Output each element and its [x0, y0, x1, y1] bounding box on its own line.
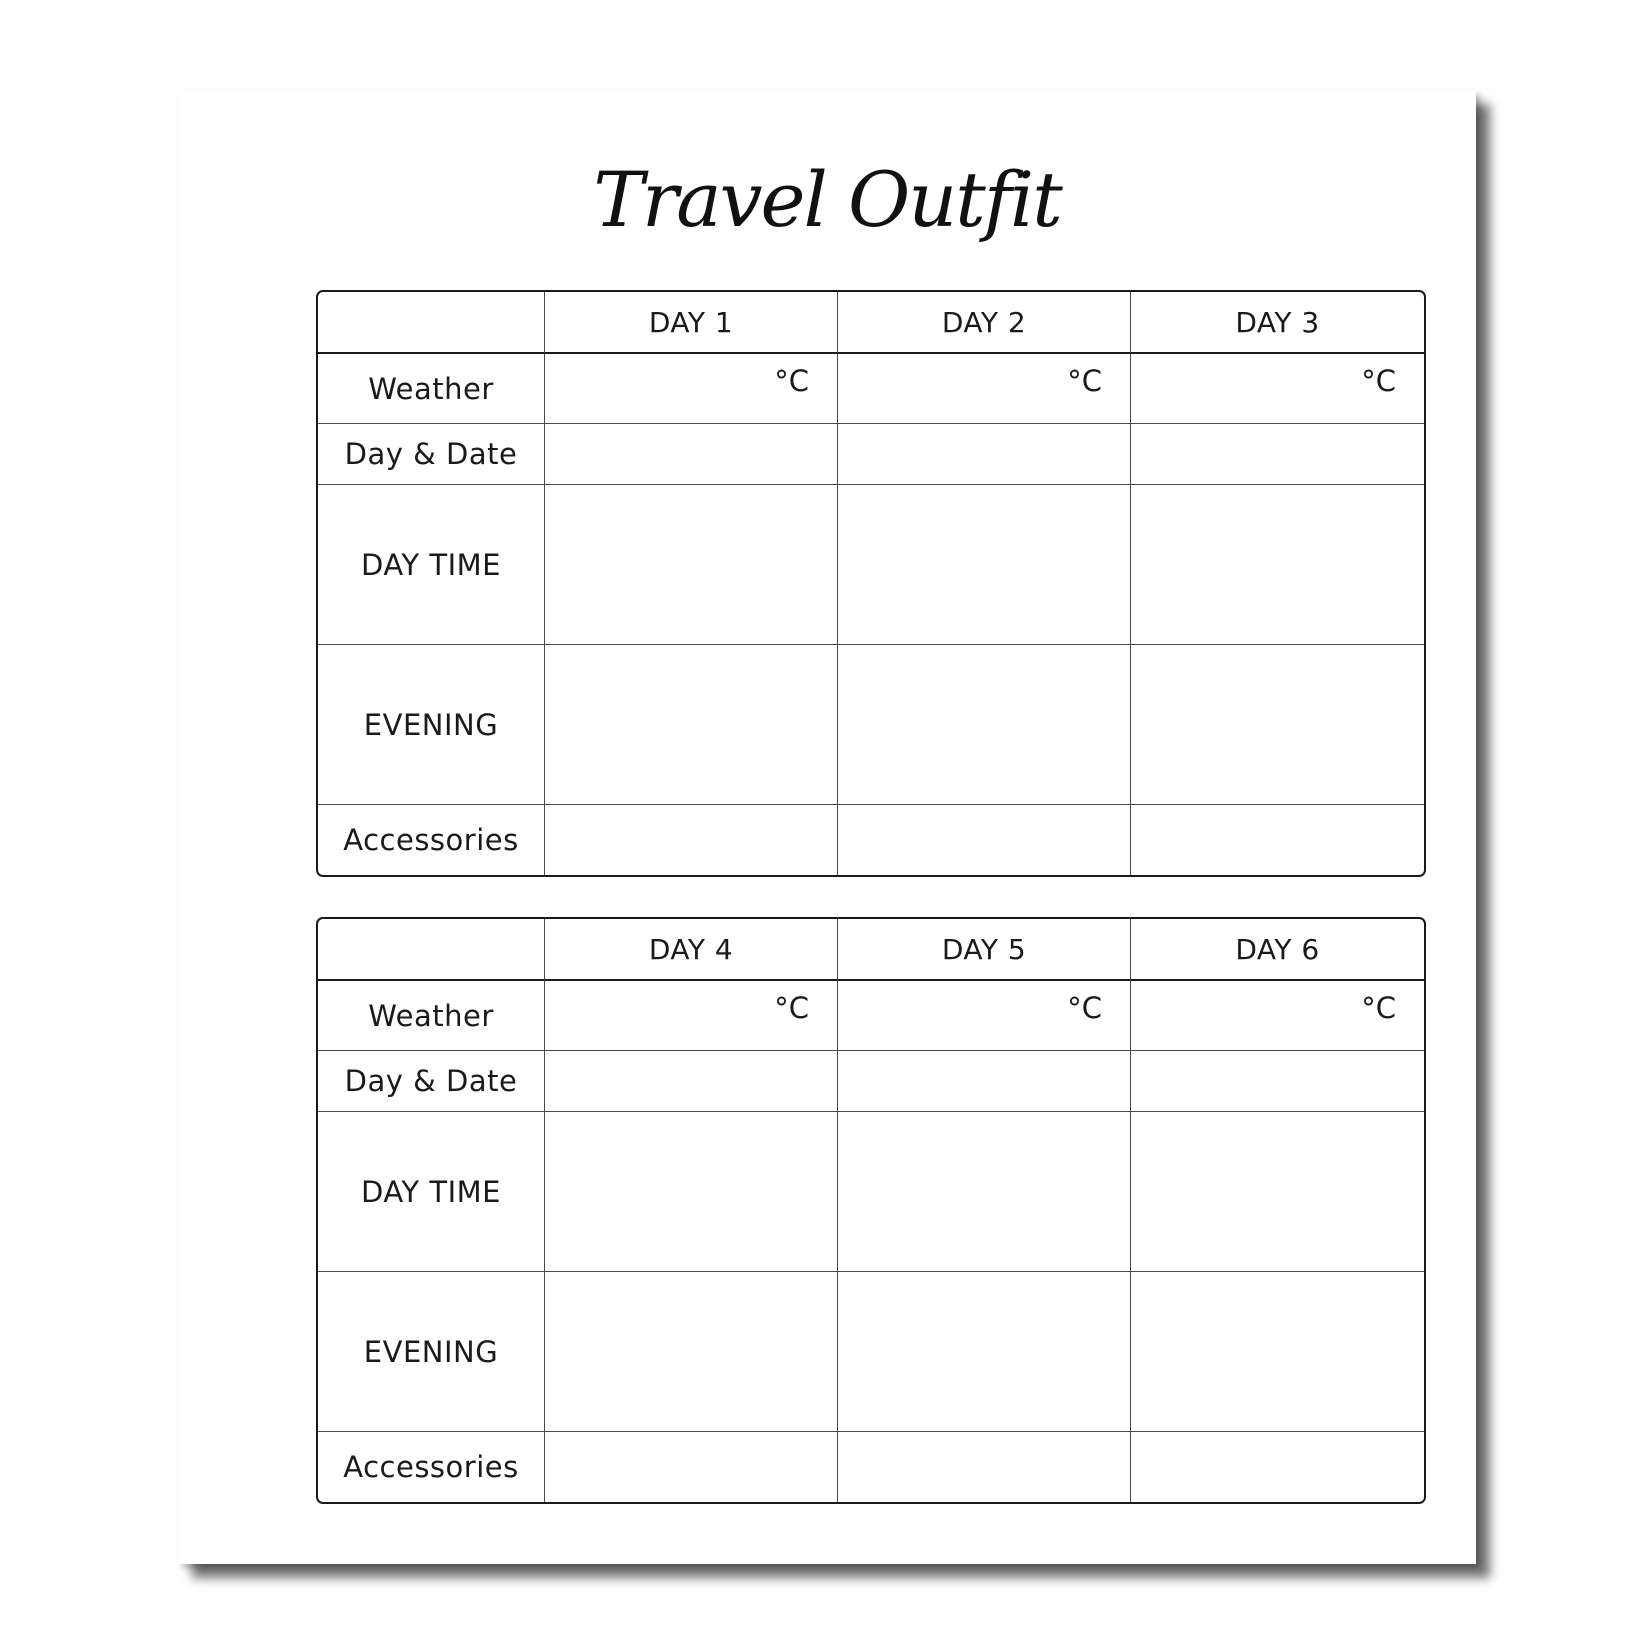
header-corner-cell	[318, 919, 545, 981]
date-cell[interactable]	[545, 424, 838, 485]
date-row	[318, 1051, 1424, 1112]
accessories-label: Accessories	[318, 805, 545, 875]
evening-cell[interactable]	[1131, 645, 1424, 805]
weather-label: Weather	[318, 354, 545, 424]
day-header: DAY 5	[838, 919, 1131, 981]
day-time-cell[interactable]	[545, 485, 838, 645]
date-cell[interactable]	[1131, 424, 1424, 485]
evening-cell[interactable]	[545, 645, 838, 805]
date-cell[interactable]	[838, 424, 1131, 485]
weather-cell[interactable]: °C	[545, 981, 838, 1051]
accessories-cell[interactable]	[838, 1432, 1131, 1502]
day-header: DAY 2	[838, 292, 1131, 354]
table-header-row	[318, 292, 1424, 354]
date-cell[interactable]	[1131, 1051, 1424, 1112]
day-time-row	[318, 1112, 1424, 1272]
weather-cell[interactable]: °C	[838, 354, 1131, 424]
day-time-cell[interactable]	[838, 1112, 1131, 1272]
accessories-cell[interactable]	[1131, 805, 1424, 875]
weather-cell[interactable]: °C	[545, 354, 838, 424]
evening-row	[318, 1272, 1424, 1432]
date-label: Day & Date	[318, 1051, 545, 1112]
weather-cell[interactable]: °C	[1131, 981, 1424, 1051]
page-title: Travel Outfit	[593, 155, 1061, 244]
header-corner-cell	[318, 292, 545, 354]
day-header: DAY 4	[545, 919, 838, 981]
evening-row	[318, 645, 1424, 805]
date-label: Day & Date	[318, 424, 545, 485]
day-time-cell[interactable]	[1131, 1112, 1424, 1272]
evening-cell[interactable]	[545, 1272, 838, 1432]
day-time-cell[interactable]	[838, 485, 1131, 645]
date-row	[318, 424, 1424, 485]
day-header: DAY 6	[1131, 919, 1424, 981]
day-time-label: DAY TIME	[318, 1112, 545, 1272]
date-cell[interactable]	[545, 1051, 838, 1112]
day-time-cell[interactable]	[545, 1112, 838, 1272]
accessories-cell[interactable]	[545, 1432, 838, 1502]
planner-page	[178, 90, 1476, 1564]
weather-cell[interactable]: °C	[1131, 354, 1424, 424]
evening-cell[interactable]	[1131, 1272, 1424, 1432]
outfit-table-days-4-6	[316, 917, 1426, 1504]
evening-cell[interactable]	[838, 1272, 1131, 1432]
day-time-cell[interactable]	[1131, 485, 1424, 645]
day-time-label: DAY TIME	[318, 485, 545, 645]
date-cell[interactable]	[838, 1051, 1131, 1112]
evening-cell[interactable]	[838, 645, 1131, 805]
evening-label: EVENING	[318, 1272, 545, 1432]
accessories-row	[318, 1432, 1424, 1502]
day-header: DAY 3	[1131, 292, 1424, 354]
weather-cell[interactable]: °C	[838, 981, 1131, 1051]
weather-label: Weather	[318, 981, 545, 1051]
accessories-cell[interactable]	[1131, 1432, 1424, 1502]
accessories-row	[318, 805, 1424, 875]
day-header: DAY 1	[545, 292, 838, 354]
accessories-cell[interactable]	[545, 805, 838, 875]
table-header-row	[318, 919, 1424, 981]
accessories-cell[interactable]	[838, 805, 1131, 875]
outfit-table-days-1-3	[316, 290, 1426, 877]
weather-row	[318, 354, 1424, 424]
accessories-label: Accessories	[318, 1432, 545, 1502]
weather-row	[318, 981, 1424, 1051]
evening-label: EVENING	[318, 645, 545, 805]
day-time-row	[318, 485, 1424, 645]
